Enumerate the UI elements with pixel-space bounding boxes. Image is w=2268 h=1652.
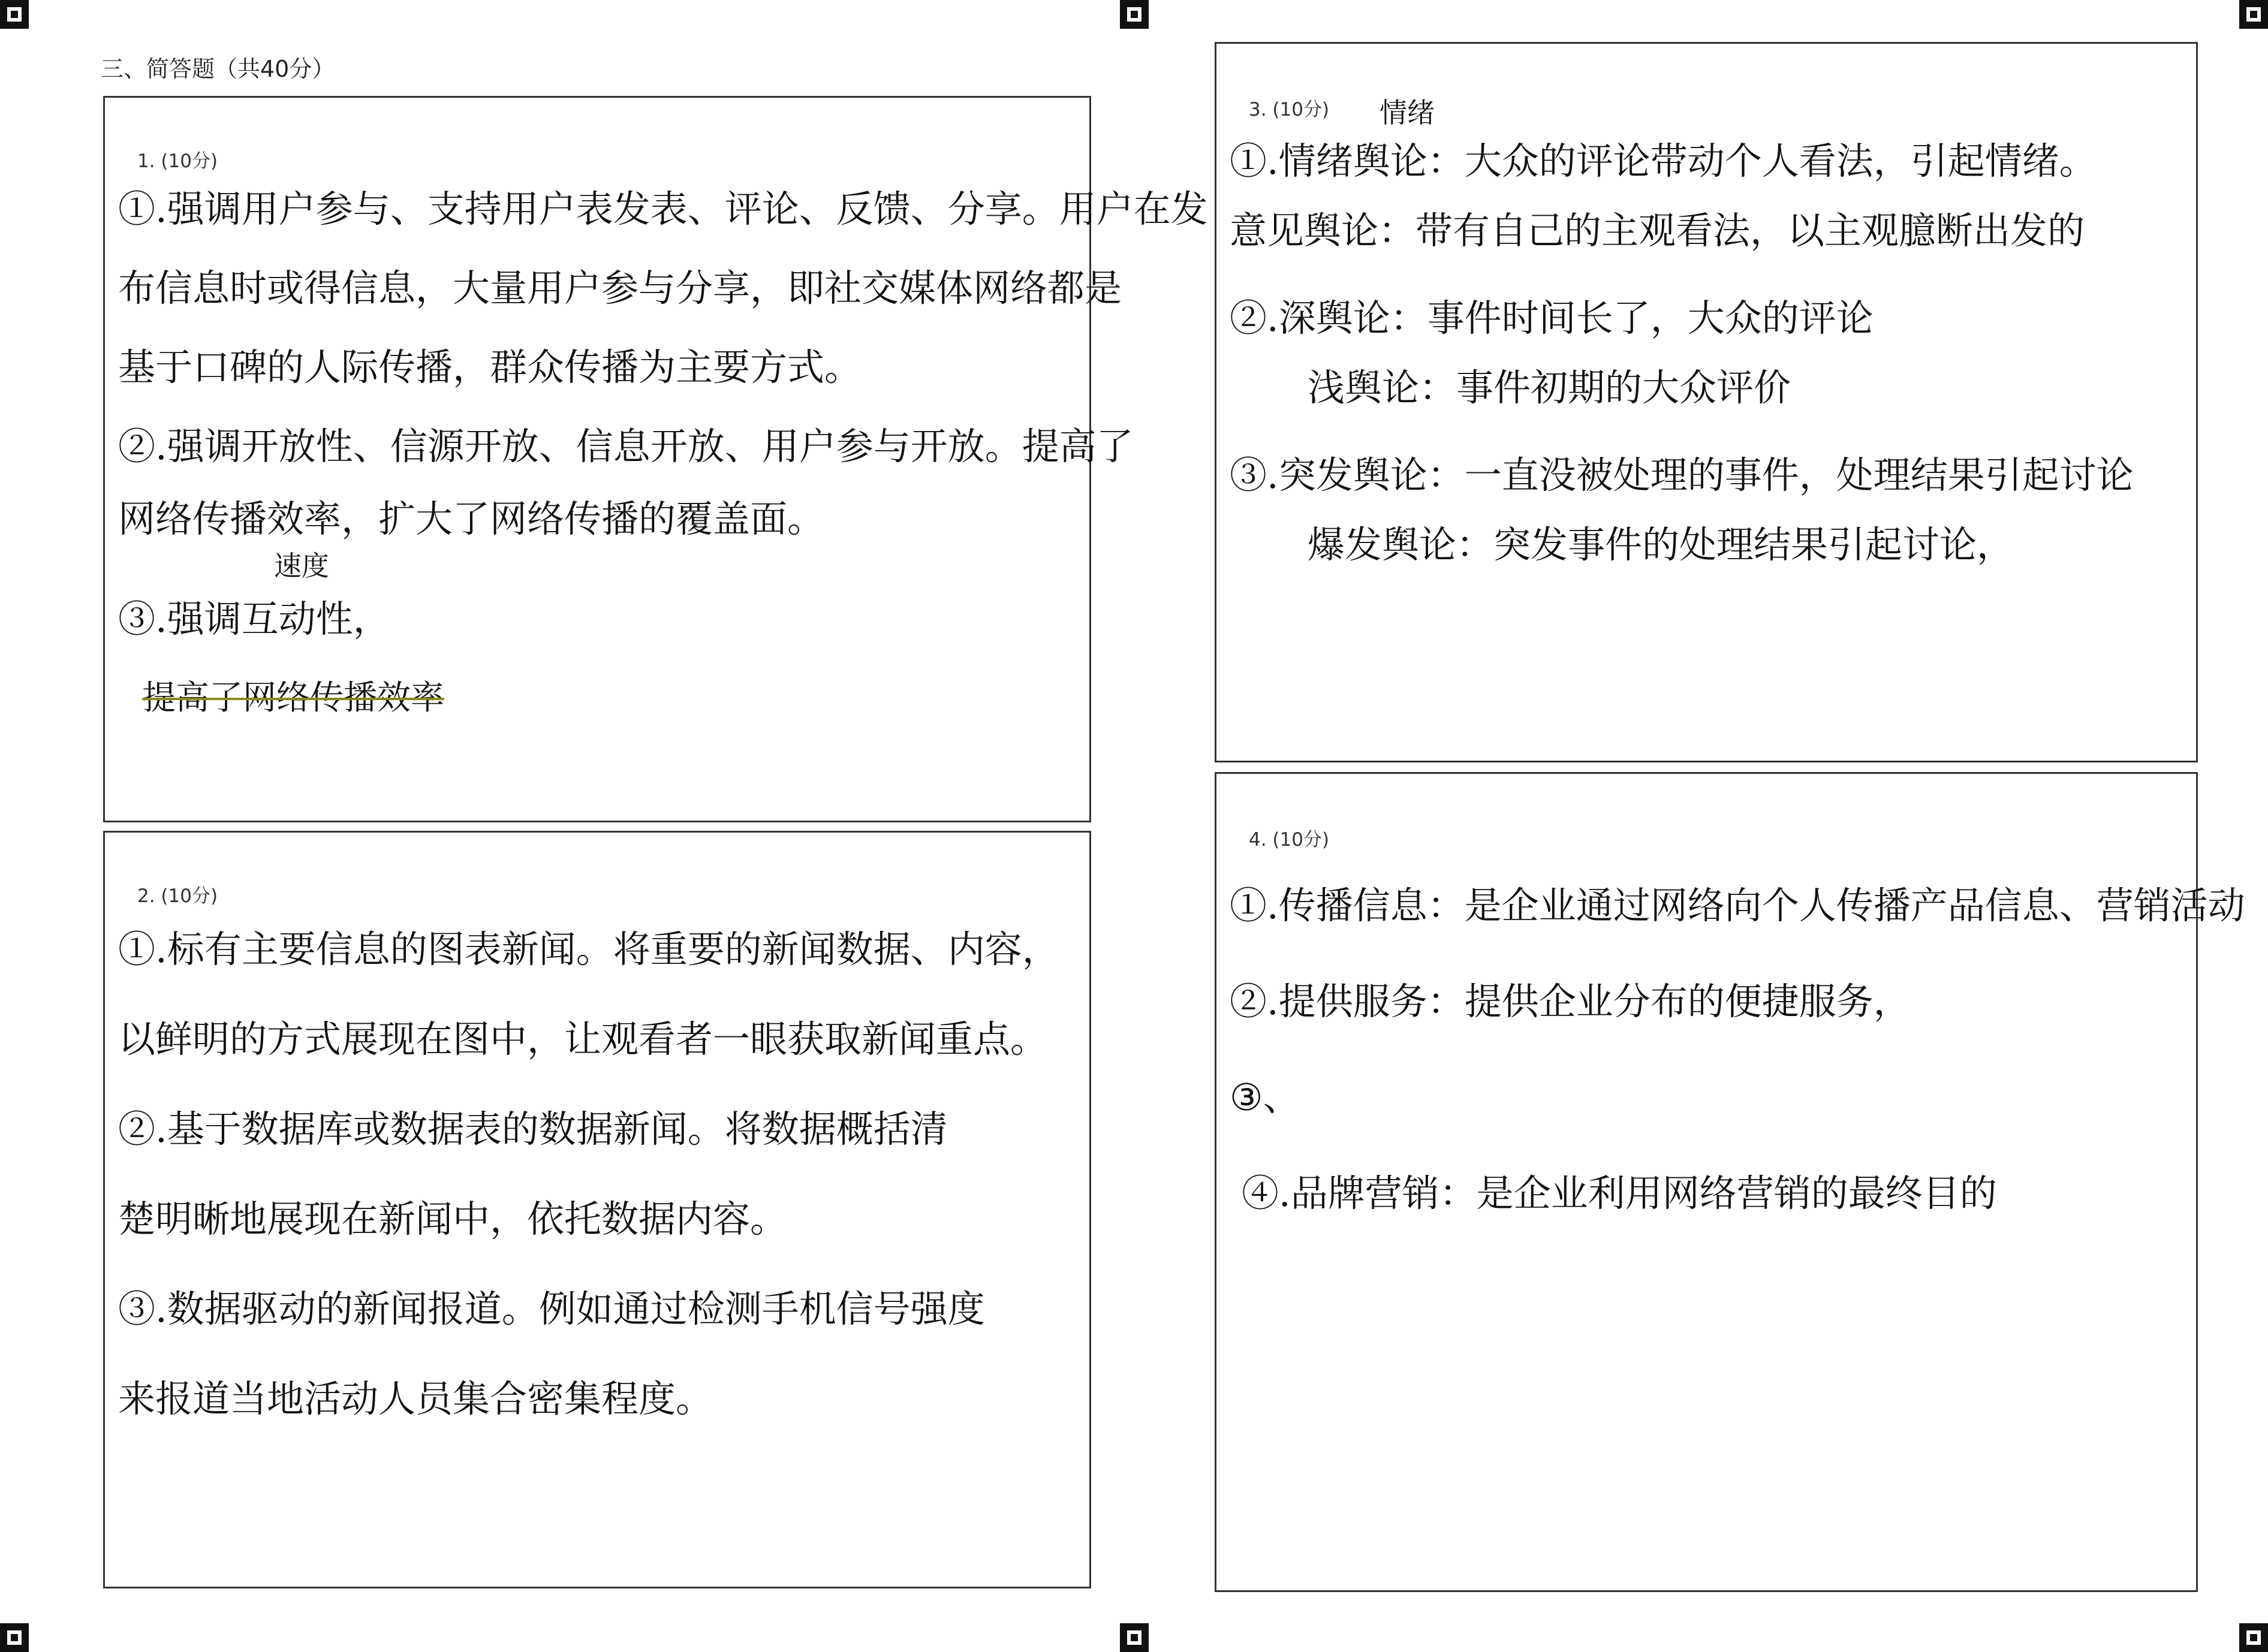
answer-box-q4: [1215, 772, 2245, 1592]
corner-marker-top-left: [0, 0, 29, 29]
answer-line: ③、: [1230, 1075, 1300, 1119]
answer-text-q1: [118, 170, 1208, 738]
answer-line: 布信息时或得信息，大量用户参与分享，即社交媒体网络都是: [118, 266, 1122, 310]
answer-line: ①.标有主要信息的图表新闻。将重要的新闻数据、内容，: [118, 927, 1059, 971]
answer-box-q2: [103, 831, 1091, 1588]
question-label-q1: 1. (10分): [137, 150, 218, 172]
answer-line: ③.突发舆论：一直没被处理的事件，处理结果引起讨论: [1230, 453, 2134, 497]
answer-line: ②.提供服务：提供企业分布的便捷服务，: [1230, 979, 1911, 1023]
correction-note: 速度: [274, 550, 329, 582]
answer-line: 以鲜明的方式展现在图中，让观看者一眼获取新闻重点。: [118, 1017, 1048, 1061]
question-label-q3: 3. (10分): [1249, 99, 1330, 120]
answer-box-q1: [103, 96, 1208, 822]
answer-line: 来报道当地活动人员集合密集程度。: [118, 1377, 713, 1421]
struck-answer-line: 提高了网络传播效率: [142, 679, 444, 718]
answer-line: 浅舆论：事件初期的大众评价: [1308, 366, 1791, 409]
answer-line: ③.数据驱动的新闻报道。例如通过检测手机信号强度: [118, 1287, 985, 1331]
corner-marker-top-right: [2239, 0, 2268, 29]
answer-line: ②.基于数据库或数据表的数据新闻。将数据概括清: [118, 1107, 948, 1151]
answer-line: 网络传播效率，扩大了网络传播的覆盖面。: [118, 497, 825, 541]
answer-line: ②.强调开放性、信源开放、信息开放、用户参与开放。提高了: [118, 424, 1134, 468]
question-label-q2: 2. (10分): [137, 885, 218, 907]
answer-line: 意见舆论：带有自己的主观看法，以主观臆断出发的: [1230, 209, 2085, 252]
answer-line: 基于口碑的人际传播，群众传播为主要方式。: [118, 345, 862, 389]
answer-box-q3: [1215, 42, 2198, 762]
answer-line: ①.强调用户参与、支持用户表发表、评论、反馈、分享。用户在发: [118, 187, 1208, 231]
corner-marker-bottom-left: [0, 1623, 29, 1652]
corner-marker-bottom-right: [2239, 1623, 2268, 1652]
corner-marker-top-center: [1120, 0, 1149, 29]
answer-text-q4: [1230, 858, 2245, 1241]
answer-line: 楚明晰地展现在新闻中，依托数据内容。: [118, 1197, 788, 1241]
correction-note: 情绪: [1380, 97, 1435, 129]
answer-line: ②.深舆论：事件时间长了，大众的评论: [1230, 296, 1874, 340]
answer-text-q3: [1230, 99, 2183, 580]
answer-line: ③.强调互动性，: [118, 597, 390, 641]
answer-line: 爆发舆论：突发事件的处理结果引起讨论，: [1308, 523, 2014, 566]
answer-line: ①.传播信息：是企业通过网络向个人传播产品信息、营销活动: [1230, 884, 2245, 927]
corner-marker-bottom-center: [1120, 1623, 1149, 1652]
answer-text-q2: [118, 905, 1076, 1444]
answer-line: ④.品牌营销：是企业利用网络营销的最终目的: [1242, 1171, 1997, 1215]
answer-line: ①.情绪舆论：大众的评论带动个人看法，引起情绪。: [1230, 139, 2097, 183]
section-title: 三、简答题（共40分）: [101, 56, 335, 82]
question-label-q4: 4. (10分): [1249, 829, 1330, 851]
